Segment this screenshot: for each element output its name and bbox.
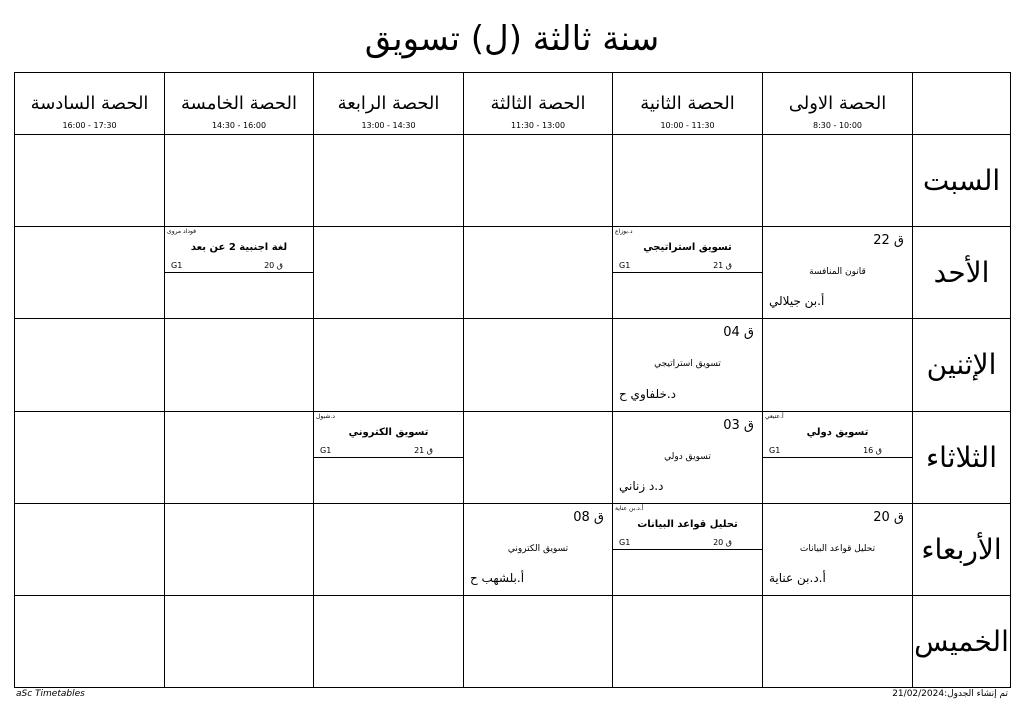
lesson-teacher: أ.بن جيلالي [769,294,825,309]
timetable-cell [613,319,763,411]
lesson-subject: تسويق دولي [664,451,711,462]
lesson-teacher: د.بوزاع [615,228,633,236]
lesson-room: ق 20 [713,537,732,547]
lesson-subject: قانون المنافسة [809,267,866,278]
lesson-block [613,319,762,410]
lesson-subject: تسويق دولي [806,426,869,438]
timetable-cell [165,595,314,687]
lesson-group: G1 [619,537,631,547]
timetable-cell [15,227,165,319]
period-header: الحصة الخامسة 14:30 - 16:00 [165,73,314,135]
timetable-cell [314,411,464,503]
day-row [15,411,1011,503]
lesson-subject: تحليل قواعد البيانات [637,518,738,530]
timetable-cell [15,595,165,687]
timetable-cell [613,227,763,319]
day-row [15,503,1011,595]
timetable-cell [165,503,314,595]
day-row [15,595,1011,687]
timetable-cell [613,411,763,503]
day-label: الثلاثاء [913,411,1011,503]
lesson-block [763,227,912,318]
period-header: الحصة الثانية 10:00 - 11:30 [613,73,763,135]
timetable-cell [763,319,913,411]
lesson-block [613,504,762,550]
lesson-subject: تسويق الكتروني [348,426,429,438]
lesson-teacher: د.خلفاوي ح [619,386,677,401]
lesson-teacher: د.د زناني [619,478,664,493]
lesson-room: ق 20 [264,261,283,271]
timetable-cell [15,135,165,227]
day-label: الأربعاء [913,503,1011,595]
timetable-cell [464,503,613,595]
footer-created-date: تم إنشاء الجدول:21/02/2024 [892,689,1008,699]
timetable-cell [314,595,464,687]
timetable-cell [15,411,165,503]
timetable-cell [464,227,613,319]
timetable-cell [165,135,314,227]
day-row [15,227,1011,319]
lesson-block [613,412,762,503]
lesson-subject: تسويق استراتيجي [654,359,721,370]
timetable-cell [763,135,913,227]
day-label: الخميس [913,595,1011,687]
timetable-cell [763,503,913,595]
timetable-grid [14,72,1011,688]
lesson-teacher: أ.عتيعي [765,412,784,420]
timetable-cell [314,227,464,319]
lesson-block [464,504,612,595]
timetable-cell [464,411,613,503]
lesson-teacher: أ.بلشهب ح [470,570,525,585]
day-label: الإثنين [913,319,1011,411]
period-header: الحصة الثالثة 11:30 - 13:00 [464,73,613,135]
day-row [15,135,1011,227]
lesson-room: ق 20 [873,509,904,525]
timetable-cell [613,135,763,227]
timetable-cell [763,411,913,503]
lesson-room: ق 21 [713,261,732,271]
day-label: السبت [913,135,1011,227]
lesson-subject: تسويق استراتيجي [643,242,732,254]
timetable-cell [165,411,314,503]
header-row [15,73,1011,135]
timetable-cell [314,319,464,411]
period-header: الحصة السادسة 16:00 - 17:30 [15,73,165,135]
lesson-room: ق 03 [723,417,754,433]
lesson-teacher: أ.د.بن عناية [769,570,826,585]
lesson-group: G1 [171,261,183,271]
corner-cell [913,73,1011,135]
day-label: الأحد [913,227,1011,319]
day-row [15,319,1011,411]
lesson-room: ق 21 [414,445,433,455]
lesson-teacher: أ.د.بن عناية [615,504,644,512]
lesson-teacher: فوداد مروى [167,228,197,236]
lesson-block [314,412,463,458]
lesson-subject: لغة اجنبية 2 عن بعد [190,242,288,254]
lesson-room: ق 04 [723,325,754,341]
lesson-room: ق 22 [873,233,904,249]
timetable-cell [464,595,613,687]
lesson-group: G1 [320,445,332,455]
period-header: الحصة الاولى 8:30 - 10:00 [763,73,913,135]
timetable-cell [165,319,314,411]
timetable-cell [763,227,913,319]
timetable-cell [613,503,763,595]
timetable-cell [165,227,314,319]
footer-software: aSc Timetables [16,689,85,699]
lesson-group: G1 [619,261,631,271]
timetable-cell [763,595,913,687]
period-header: الحصة الرابعة 13:00 - 14:30 [314,73,464,135]
timetable-cell [613,595,763,687]
timetable-cell [314,135,464,227]
timetable-cell [464,135,613,227]
timetable-cell [15,503,165,595]
lesson-room: ق 16 [863,445,882,455]
timetable-cell [15,319,165,411]
lesson-group: G1 [769,445,781,455]
timetable-cell [314,503,464,595]
lesson-block [763,504,912,595]
lesson-block [613,227,762,273]
lesson-block [763,412,912,458]
page-title: سنة ثالثة (ل) تسويق [364,19,660,59]
timetable-cell [464,319,613,411]
lesson-room: ق 08 [573,509,604,525]
lesson-teacher: د.شبول [316,412,335,420]
lesson-subject: تحليل قواعد البيانات [799,543,876,554]
lesson-subject: تسويق الكتروني [507,543,569,554]
lesson-block [165,227,313,273]
